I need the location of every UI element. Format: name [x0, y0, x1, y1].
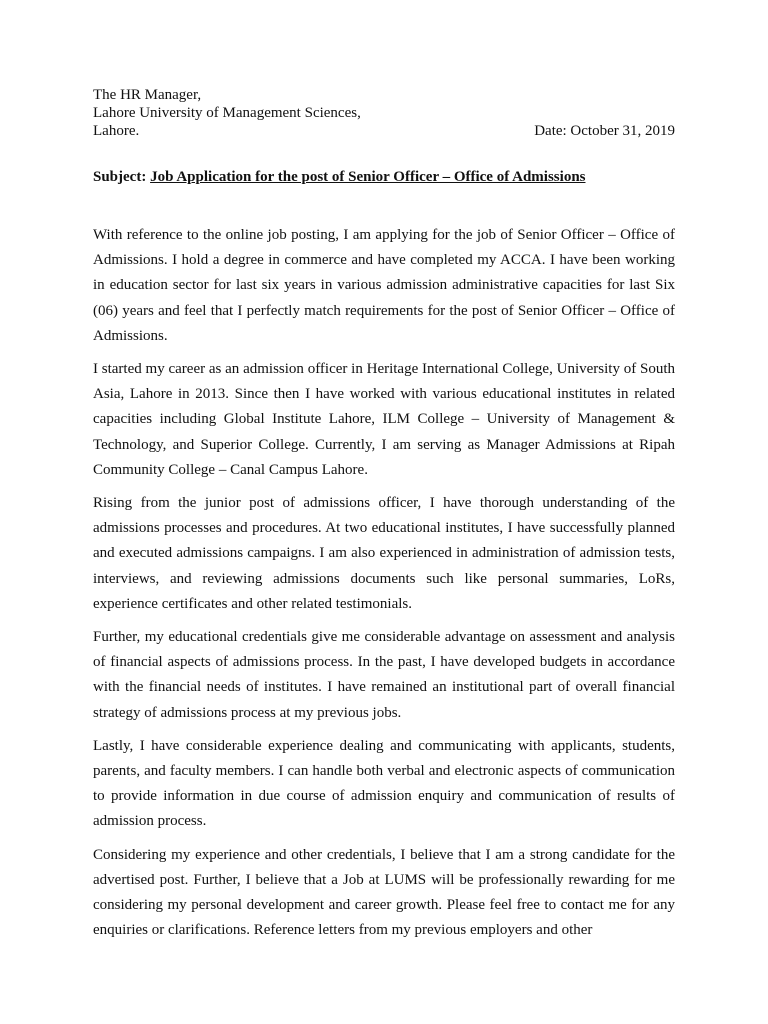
city-date-row [93, 122, 675, 140]
subject-label: Subject: [93, 169, 147, 185]
paragraph-experience: Rising from the junior post of admissions officer, I have thorough understanding of the admissions processes and procedures. At two educational institutes, I have successfully planned and executed admissions campaigns. I am also experienced in administration of admission tests, interviews, and reviewing admissions documents such like personal summaries, LoRs, experience certificates and other related testimonials. [93, 495, 675, 612]
letter-body [93, 223, 675, 951]
paragraph-conclusion: Considering my experience and other credentials, I believe that I am a strong candidate for the advertised post. Further, I believe that a Job at LUMS will be professionally rewarding for me considering my personal development and career growth. Please feel free to contact me for any enquiries or clarifications. Reference letters from my previous employers and other [93, 846, 675, 939]
subject-text: Job Application for the post of Senior Officer – Office of Admissions [150, 169, 586, 185]
subject-line [93, 169, 675, 186]
recipient-city: Lahore. [93, 123, 140, 139]
letter-date: Date: October 31, 2019 [534, 123, 675, 139]
paragraph-introduction: With reference to the online job posting, I am applying for the job of Senior Officer – Office of Admissions. I hold a degree in commerce and have completed my ACCA. I have been working in education sector for last six years in various admission administrative capacities for last Six (06) years and feel that I perfectly match requirements for the post of Senior Officer – Office of Admissions. [93, 227, 675, 344]
recipient-address [93, 86, 675, 140]
paragraph-communication: Lastly, I have considerable experience dealing and communicating with applicants, students, parents, and faculty members. I can handle both verbal and electronic aspects of communication to provide information in due course of admission enquiry and communication of results of admission process. [93, 737, 675, 830]
recipient-title: The HR Manager, [93, 87, 202, 103]
recipient-institution: Lahore University of Management Sciences, [93, 105, 361, 121]
paragraph-career: I started my career as an admission officer in Heritage International College, University of South Asia, Lahore in 2013. Since then I have worked with various educational institutes in related capacities including Global Institute Lahore, ILM College – University of Management & Technology, and Superior College. Currently, I am serving as Manager Admissions at Ripah Community College – Canal Campus Lahore. [93, 361, 675, 478]
paragraph-financial: Further, my educational credentials give me considerable advantage on assessment and analysis of financial aspects of admissions process. In the past, I have developed budgets in accordance with the financial needs of institutes. I have remained an institutional part of overall financial strategy of admissions process at my previous jobs. [93, 629, 675, 721]
